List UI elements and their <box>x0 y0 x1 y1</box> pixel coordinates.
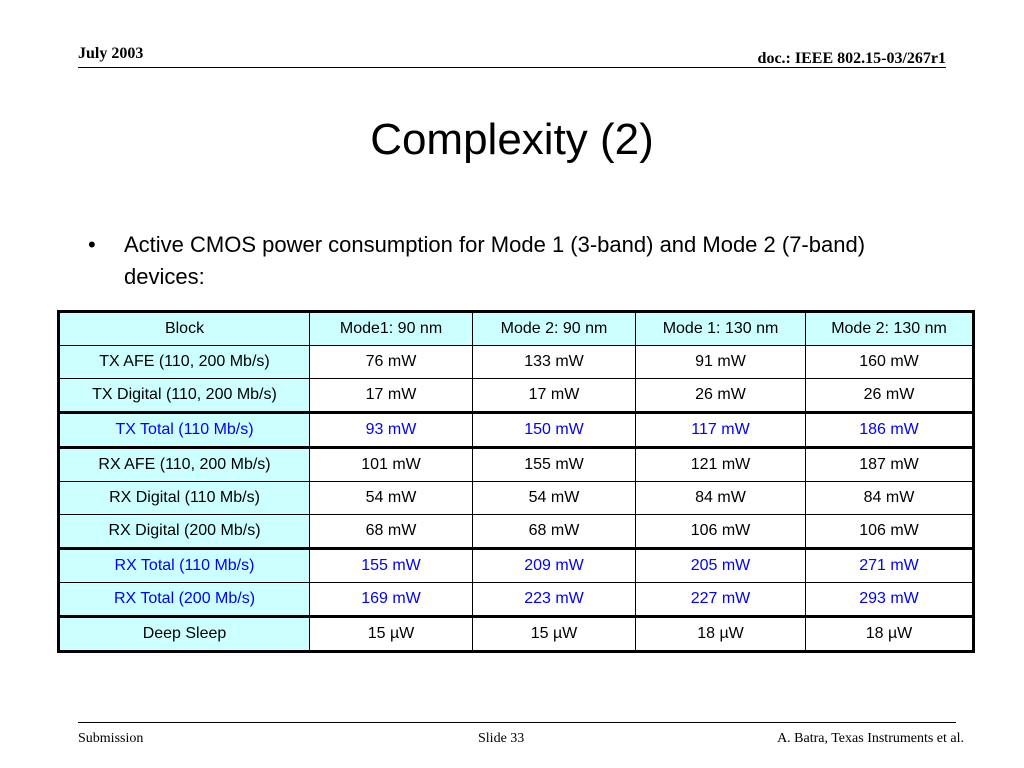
table-cell: 15 µW <box>473 617 636 652</box>
block-cell: TX Digital (110, 200 Mb/s) <box>59 379 310 413</box>
table-cell: 106 mW <box>806 515 974 549</box>
table-cell: 18 µW <box>806 617 974 652</box>
block-cell: Deep Sleep <box>59 617 310 652</box>
table-cell: 15 µW <box>310 617 473 652</box>
header-doc-id: doc.: IEEE 802.15-03/267r1 <box>757 50 946 67</box>
table-cell: 293 mW <box>806 583 974 617</box>
table-cell: 101 mW <box>310 448 473 482</box>
header-cell: Mode 1: 130 nm <box>636 312 806 346</box>
table-row <box>59 482 974 515</box>
table-cell: 68 mW <box>310 515 473 549</box>
table-header-row <box>59 312 974 346</box>
slide-title: Complexity (2) <box>370 115 654 164</box>
table-cell: 187 mW <box>806 448 974 482</box>
table-cell: 209 mW <box>473 549 636 583</box>
table-cell: 17 mW <box>310 379 473 413</box>
table-cell: 155 mW <box>310 549 473 583</box>
table-cell: 133 mW <box>473 346 636 379</box>
table-cell: 117 mW <box>636 413 806 448</box>
table-row-total <box>59 549 974 583</box>
table-cell: 169 mW <box>310 583 473 617</box>
table-cell: 84 mW <box>806 482 974 515</box>
table-cell: 121 mW <box>636 448 806 482</box>
table-cell: 26 mW <box>636 379 806 413</box>
table-cell: 150 mW <box>473 413 636 448</box>
table-cell: 106 mW <box>636 515 806 549</box>
bullet-text: Active CMOS power consumption for Mode 1 (3-band) and Mode 2 (7-band) devices: <box>124 232 866 289</box>
table-cell: 76 mW <box>310 346 473 379</box>
header-divider <box>78 67 946 68</box>
block-cell: RX AFE (110, 200 Mb/s) <box>59 448 310 482</box>
table-cell: 84 mW <box>636 482 806 515</box>
table-cell: 18 µW <box>636 617 806 652</box>
header-cell: Mode 2: 130 nm <box>806 312 974 346</box>
footer-slide-number: Slide 33 <box>478 731 525 746</box>
header-cell: Mode1: 90 nm <box>310 312 473 346</box>
table-row <box>59 346 974 379</box>
footer-authors: A. Batra, Texas Instruments et al. <box>777 731 964 746</box>
block-cell: RX Digital (110 Mb/s) <box>59 482 310 515</box>
table-cell: 93 mW <box>310 413 473 448</box>
table-cell: 17 mW <box>473 379 636 413</box>
table-row <box>59 617 974 652</box>
table-cell: 227 mW <box>636 583 806 617</box>
table-cell: 54 mW <box>473 482 636 515</box>
table-cell: 91 mW <box>636 346 806 379</box>
header-date: July 2003 <box>78 45 144 62</box>
table-row <box>59 515 974 549</box>
table-row-total <box>59 413 974 448</box>
table-cell: 54 mW <box>310 482 473 515</box>
table-cell: 26 mW <box>806 379 974 413</box>
table-row-total <box>59 583 974 617</box>
header-cell: Block <box>59 312 310 346</box>
footer-divider <box>78 722 956 723</box>
block-cell: RX Total (110 Mb/s) <box>59 549 310 583</box>
table-row <box>59 379 974 413</box>
block-cell: RX Total (200 Mb/s) <box>59 583 310 617</box>
block-cell: TX Total (110 Mb/s) <box>59 413 310 448</box>
table-cell: 205 mW <box>636 549 806 583</box>
table-cell: 68 mW <box>473 515 636 549</box>
table-cell: 271 mW <box>806 549 974 583</box>
block-cell: RX Digital (200 Mb/s) <box>59 515 310 549</box>
table-cell: 155 mW <box>473 448 636 482</box>
table-row <box>59 448 974 482</box>
power-table <box>57 310 975 653</box>
header-cell: Mode 2: 90 nm <box>473 312 636 346</box>
bullet-icon: • <box>88 232 96 257</box>
table-cell: 186 mW <box>806 413 974 448</box>
table-cell: 223 mW <box>473 583 636 617</box>
block-cell: TX AFE (110, 200 Mb/s) <box>59 346 310 379</box>
table-cell: 160 mW <box>806 346 974 379</box>
footer-submission: Submission <box>78 731 144 746</box>
